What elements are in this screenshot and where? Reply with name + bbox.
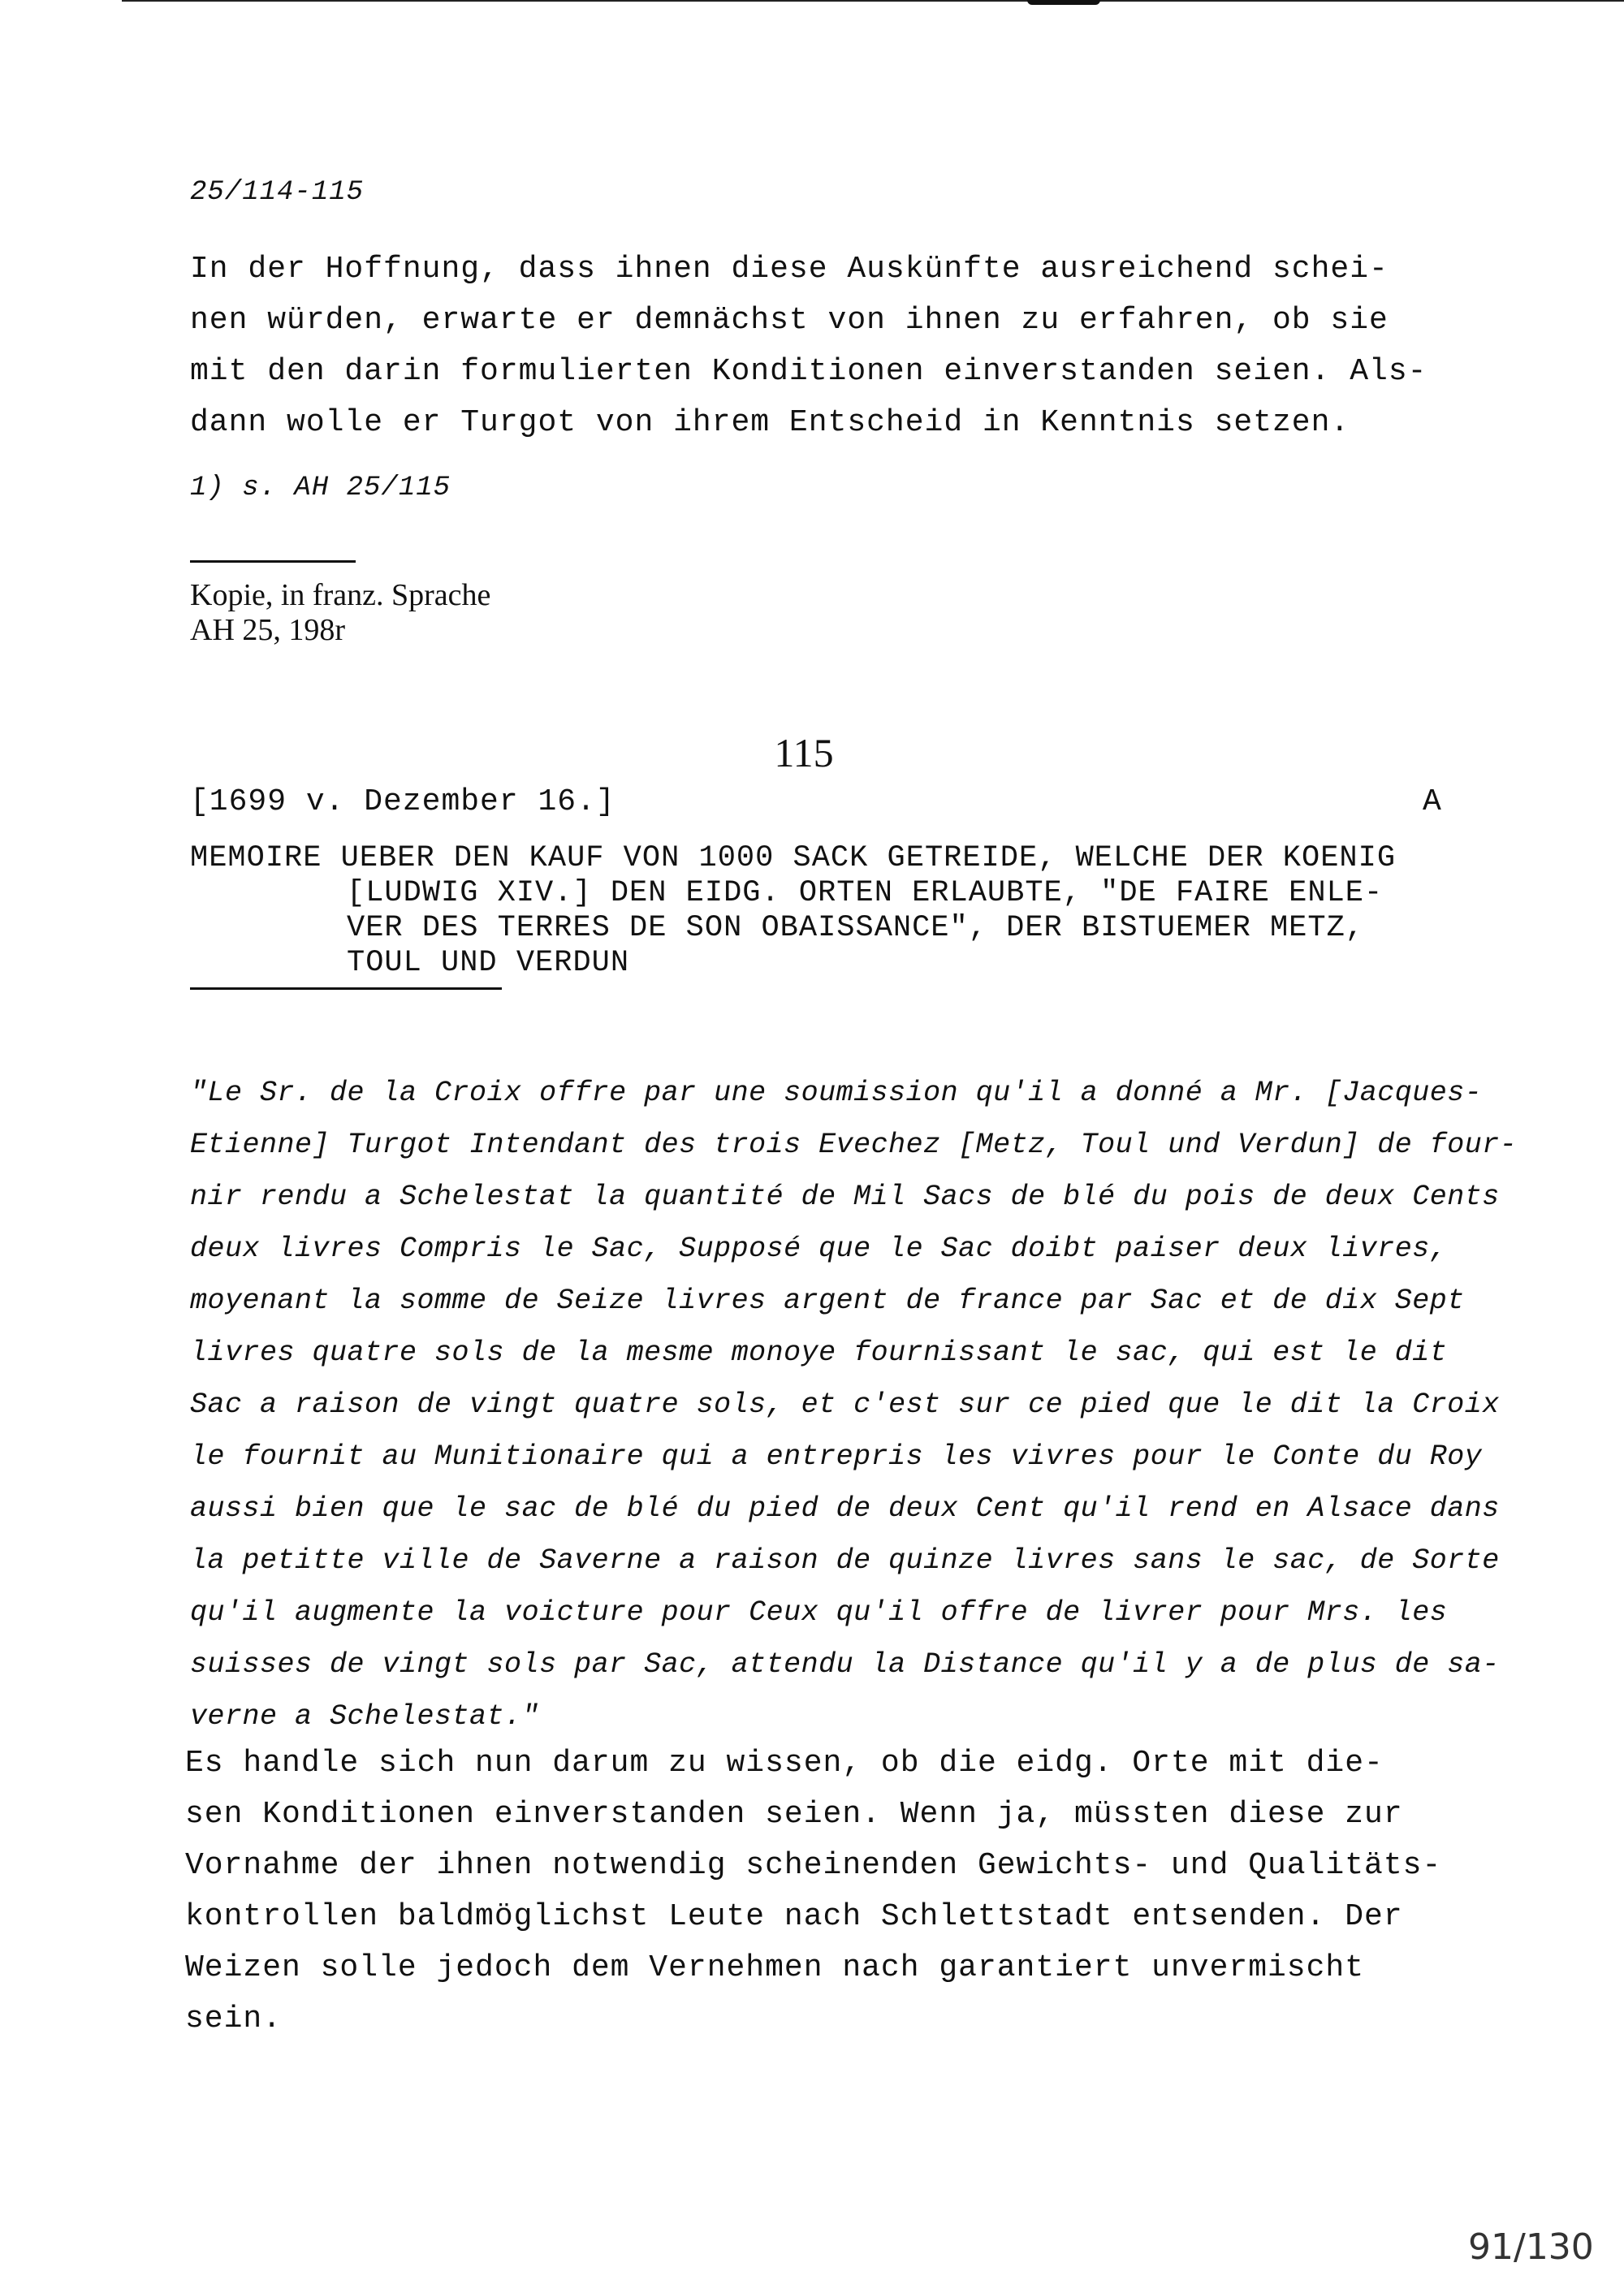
source-line: AH 25, 198r xyxy=(190,613,346,647)
text-line: kontrollen baldmöglichst Leute nach Schlettstadt entsenden. Der xyxy=(185,1899,1403,1934)
quote-line: nir rendu a Schelestat la quantité de Mil Sacs de blé du pois de deux Cents xyxy=(190,1181,1500,1213)
text-line: Vornahme der ihnen notwendig scheinenden Gewichts- und Qualitäts- xyxy=(185,1848,1442,1883)
quote-line: la petitte ville de Saverne a raison de quinze livres sans le sac, de Sorte xyxy=(190,1544,1500,1577)
headline-line: MEMOIRE UEBER DEN KAUF VON 1000 SACK GETREIDE, WELCHE DER KOENIG xyxy=(190,841,1397,875)
document-marker: A xyxy=(1423,784,1441,819)
text-line: sein. xyxy=(185,2002,283,2036)
page-number: 91/130 xyxy=(1468,2226,1594,2268)
text-line: Es handle sich nun darum zu wissen, ob die eidg. Orte mit die- xyxy=(185,1746,1384,1781)
quote-line: moyenant la somme de Seize livres argent de france par Sac et de dix Sept xyxy=(190,1285,1465,1317)
headline-line: VER DES TERRES DE SON OBAISSANCE", DER BISTUEMER METZ, xyxy=(347,911,1364,945)
text-line: sen Konditionen einverstanden seien. Wenn ja, müssten diese zur xyxy=(185,1797,1403,1832)
scan-mark xyxy=(1027,0,1100,5)
quote-line: verne a Schelestat." xyxy=(190,1700,540,1733)
footnote: 1) s. AH 25/115 xyxy=(190,473,451,503)
quote-line: livres quatre sols de la mesme monoye fournissant le sac, qui est le dit xyxy=(190,1337,1448,1369)
paragraph-conclusion xyxy=(185,1738,1468,2045)
reference-number: 25/114-115 xyxy=(190,177,365,208)
source-note xyxy=(190,578,490,648)
quote-line: aussi bien que le sac de blé du pied de deux Cent qu'il rend en Alsace dans xyxy=(190,1492,1500,1525)
french-quotation xyxy=(190,1067,1518,1742)
text-line: mit den darin formulierten Konditionen einverstanden seien. Als- xyxy=(190,354,1427,389)
text-line: nen würden, erwarte er demnächst von ihnen zu erfahren, ob sie xyxy=(190,303,1389,338)
separator-rule xyxy=(190,560,356,563)
text-line: dann wolle er Turgot von ihrem Entscheid in Kenntnis setzen. xyxy=(190,405,1350,440)
quote-line: Sac a raison de vingt quatre sols, et c'est sur ce pied que le dit la Croix xyxy=(190,1388,1500,1421)
quote-line: Etienne] Turgot Intendant des trois Evechez [Metz, Toul und Verdun] de four- xyxy=(190,1129,1518,1161)
headline-line: [LUDWIG XIV.] DEN EIDG. ORTEN ERLAUBTE, "DE FAIRE ENLE- xyxy=(347,876,1384,910)
text-line: In der Hoffnung, dass ihnen diese Auskünfte ausreichend schei- xyxy=(190,252,1389,287)
top-border-line xyxy=(122,0,1624,2)
quote-line: deux livres Compris le Sac, Supposé que le Sac doibt paiser deux livres, xyxy=(190,1233,1448,1265)
source-line: Kopie, in franz. Sprache xyxy=(190,578,491,612)
separator-rule xyxy=(190,987,502,990)
quote-line: "Le Sr. de la Croix offre par une soumission qu'il a donné a Mr. [Jacques- xyxy=(190,1077,1483,1109)
text-line: Weizen solle jedoch dem Vernehmen nach garantiert unvermischt xyxy=(185,1950,1365,1985)
document-number: 115 xyxy=(774,730,834,775)
quote-line: suisses de vingt sols par Sac, attendu la Distance qu'il y a de plus de sa- xyxy=(190,1648,1500,1681)
headline-line: TOUL UND VERDUN xyxy=(347,946,630,980)
document-headline xyxy=(190,841,1457,981)
paragraph-intro xyxy=(190,244,1457,448)
document-date: [1699 v. Dezember 16.] xyxy=(190,784,615,819)
quote-line: qu'il augmente la voicture pour Ceux qu'il offre de livrer pour Mrs. les xyxy=(190,1596,1448,1629)
quote-line: le fournit au Munitionaire qui a entrepris les vivres pour le Conte du Roy xyxy=(190,1440,1483,1473)
